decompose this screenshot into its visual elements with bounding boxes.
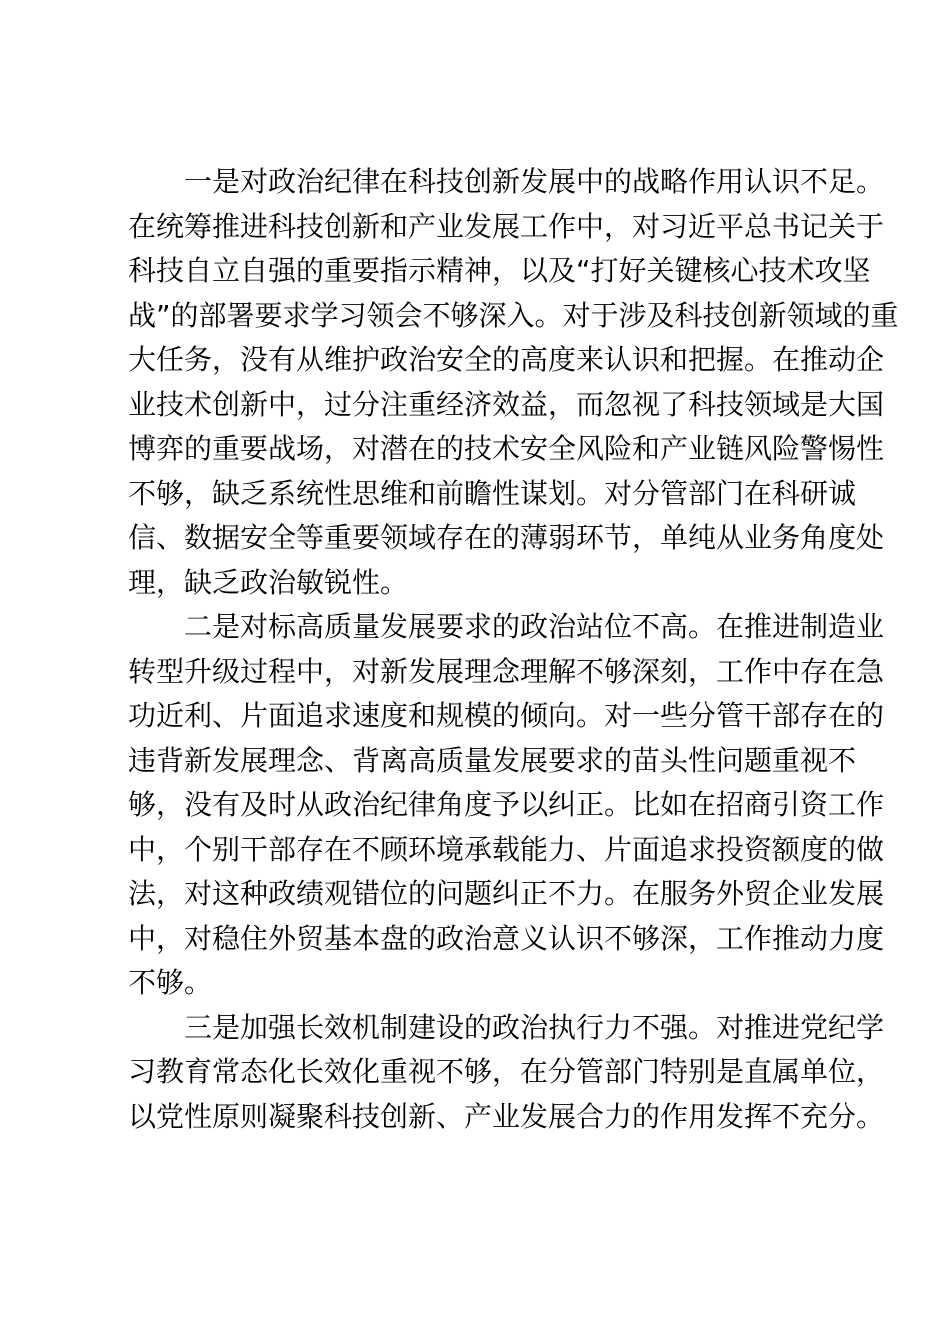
text-line: 业技术创新中，过分注重经济效益，而忽视了科技领域是大国 bbox=[128, 387, 885, 421]
text-line: 战”的部署要求学习领会不够深入。对于涉及科技创新领域的重 bbox=[128, 298, 899, 332]
text-line: 中，个别干部存在不顾环境承载能力、片面追求投资额度的做 bbox=[128, 832, 885, 866]
text-line: 法，对这种政绩观错位的问题纠正不力。在服务外贸企业发展 bbox=[128, 877, 885, 910]
text-line: 大任务，没有从维护政治安全的高度来认识和把握。在推动企 bbox=[128, 343, 885, 376]
paragraph-3 bbox=[128, 1006, 885, 1140]
text-line: 转型升级过程中，对新发展理念理解不够深刻，工作中存在急 bbox=[128, 654, 885, 688]
text-line: 一是对政治纪律在科技创新发展中的战略作用认识不足。 bbox=[184, 165, 885, 198]
text-line: 不够。 bbox=[128, 966, 213, 999]
paragraph-2 bbox=[128, 605, 885, 1006]
text-line: 二是对标高质量发展要求的政治站位不高。在推进制造业 bbox=[184, 610, 885, 643]
text-line: 科技自立自强的重要指示精神，以及“打好关键核心技术攻坚 bbox=[128, 254, 871, 287]
text-line: 够，没有及时从政治纪律角度予以纠正。比如在招商引资工作 bbox=[128, 788, 885, 821]
text-line: 以党性原则凝聚科技创新、产业发展合力的作用发挥不充分。 bbox=[128, 1099, 885, 1133]
text-line: 功近利、片面追求速度和规模的倾向。对一些分管干部存在的 bbox=[128, 699, 885, 732]
text-line: 信、数据安全等重要领域存在的薄弱环节，单纯从业务角度处 bbox=[128, 521, 885, 554]
text-line: 博弈的重要战场，对潜在的技术安全风险和产业链风险警惕性 bbox=[128, 432, 885, 465]
text-line: 中，对稳住外贸基本盘的政治意义认识不够深，工作推动力度 bbox=[128, 921, 885, 955]
document-body bbox=[128, 160, 899, 1139]
text-line: 违背新发展理念、背离高质量发展要求的苗头性问题重视不 bbox=[128, 743, 857, 777]
text-line: 习教育常态化长效化重视不够，在分管部门特别是直属单位， bbox=[128, 1055, 885, 1088]
text-line: 三是加强长效机制建设的政治执行力不强。对推进党纪学 bbox=[184, 1010, 885, 1044]
text-line: 不够，缺乏系统性思维和前瞻性谋划。对分管部门在科研诚 bbox=[128, 476, 857, 510]
paragraph-1 bbox=[128, 160, 899, 605]
text-line: 在统筹推进科技创新和产业发展工作中，对习近平总书记关于 bbox=[128, 209, 885, 243]
text-line: 理，缺乏政治敏锐性。 bbox=[128, 565, 409, 599]
